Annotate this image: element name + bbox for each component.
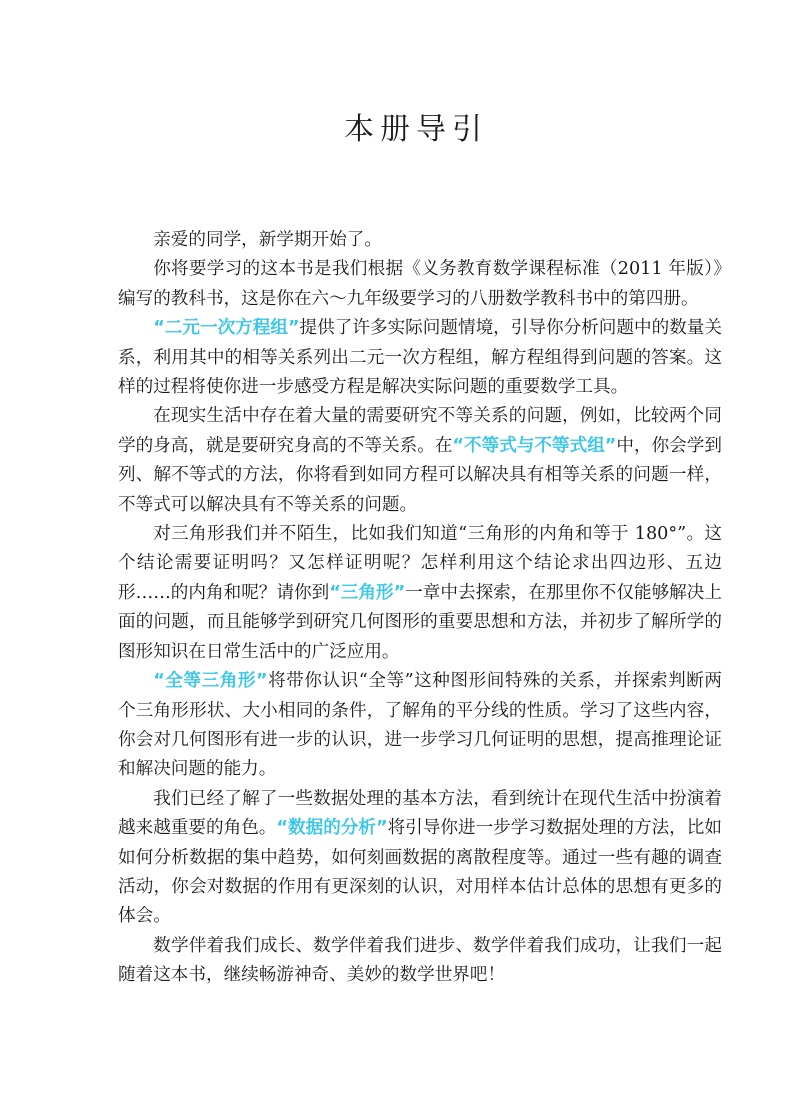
paragraph-text: 提供了许多实际问题情境，引导你分析问题中的数量关系，利用其中的相等关系列出二元一次方程组，解方程组得到问题的答案。这样的过程将使你进一步感受方程是解决实际问题的重要数学工具。 <box>118 318 722 398</box>
paragraph-book-intro <box>118 255 722 314</box>
paragraph-text: 一章中去探索，在那里你不仅能够解决上面的问题，而且能够学到研究几何图形的重要思想和方法，并初步了解所学的图形知识在日常生活中的广泛应用。 <box>118 582 722 662</box>
paragraph-text: 对三角形我们并不陌生，比如我们知道“三角形的内角和等于 180°”。这个结论需要证明吗？又怎样证明呢？怎样利用这个结论求出四边形、五边形……的内角和呢？请你到 <box>118 524 722 603</box>
chapter-highlight: “数据的分析” <box>276 818 388 839</box>
paragraph-greeting <box>118 226 722 255</box>
paragraph-text: 你将要学习的这本书是我们根据《义务教育数学课程标准（2011 年版）》编写的教科书，这是你在六～九年级要学习的八册数学教科书中的第四册。 <box>118 259 722 309</box>
chapter-highlight: “不等式与不等式组” <box>452 435 617 456</box>
paragraph-data-analysis <box>118 785 722 932</box>
paragraph-inequalities <box>118 402 722 520</box>
paragraph-text: 将引导你进一步学习数据处理的方法，比如如何分析数据的集中趋势，如何刻画数据的离散程度等。通过一些有趣的调查活动，你会对数据的作用有更深刻的认识，对用样本估计总体的思想有更多的体会。 <box>118 818 722 927</box>
paragraph-text: 数学伴着我们成长、数学伴着我们进步、数学伴着我们成功，让我们一起随着这本书，继续畅游神奇、美妙的数学世界吧！ <box>118 935 722 986</box>
page-title: 本册导引 <box>344 112 488 147</box>
chapter-highlight: “全等三角形” <box>153 671 268 692</box>
chapter-highlight: “二元一次方程组” <box>153 318 300 339</box>
paragraph-text: 在现实生活中存在着大量的需要研究不等关系的问题，例如，比较两个同学的身高，就是要研究身高的不等关系。在 <box>118 406 722 456</box>
paragraph-text: 将带你认识“全等”这种图形间特殊的关系，并探索判断两个三角形形状、大小相同的条件，了解角的平分线的性质。学习了这些内容，你会对几何图形有进一步的认识，进一步学习几何证明的思想，提高推理论证和解决问题的能力。 <box>118 671 722 780</box>
paragraph-text: 我们已经了解了一些数据处理的基本方法，看到统计在现代生活中扮演着越来越重要的角色。 <box>118 788 722 839</box>
paragraph-congruent-triangles <box>118 667 722 785</box>
paragraph-closing <box>118 932 722 991</box>
guide-body <box>118 226 722 991</box>
paragraph-triangles <box>118 520 722 667</box>
paragraph-text: 亲爱的同学，新学期开始了。 <box>153 230 382 250</box>
paragraph-text: 中，你会学到列、解不等式的方法，你将看到如同方程可以解决具有相等关系的问题一样，不等式可以解决具有不等关系的问题。 <box>118 435 722 515</box>
paragraph-equations <box>118 314 722 402</box>
chapter-highlight: “三角形” <box>329 582 406 603</box>
